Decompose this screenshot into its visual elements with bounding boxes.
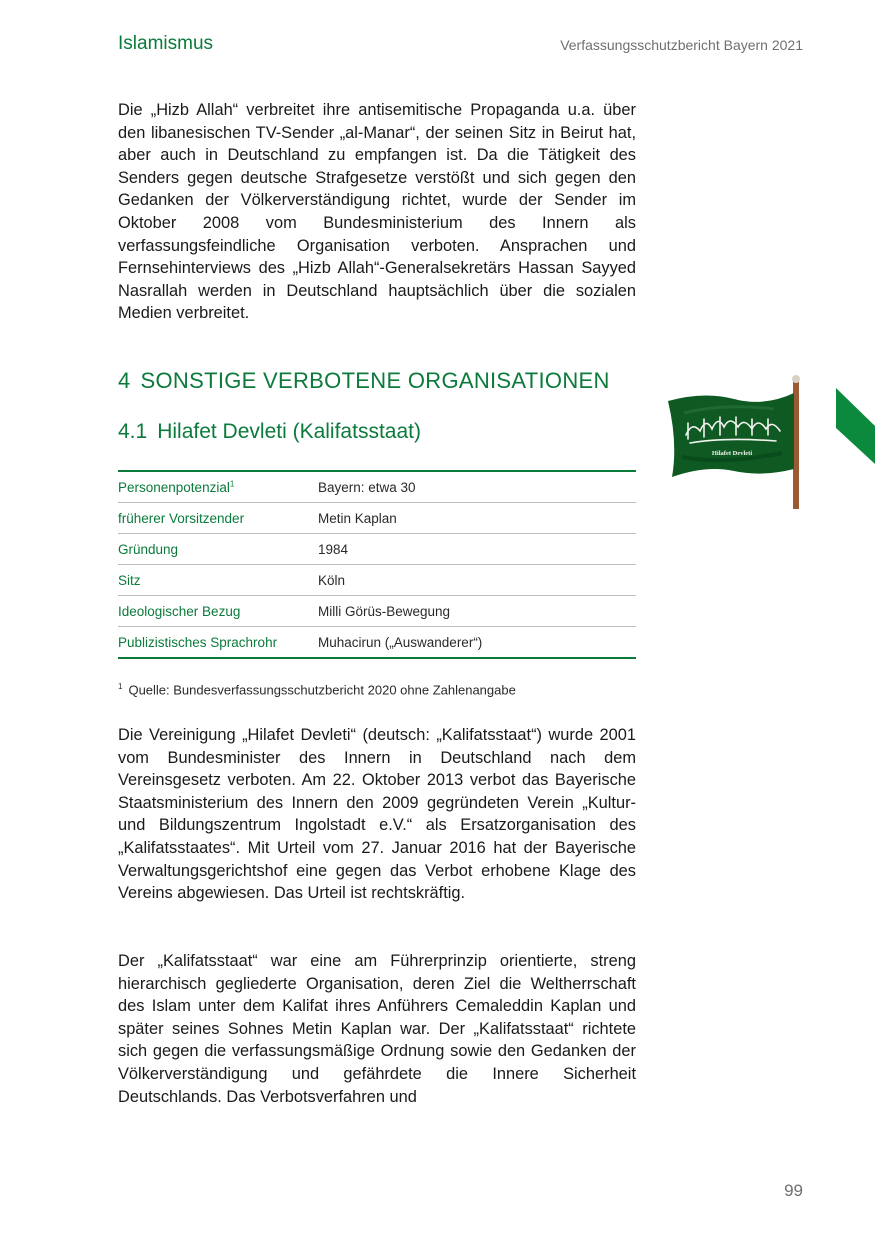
fact-value: 1984: [318, 541, 349, 557]
section-number: 4: [118, 368, 131, 393]
chapter-tab-marker: [836, 388, 875, 464]
fact-row: [118, 565, 636, 596]
fact-value: Milli Görüs-Bewegung: [318, 603, 451, 619]
header-report-title: Verfassungsschutzbericht Bayern 2021: [560, 37, 803, 53]
section-title: SONSTIGE VERBOTENE ORGANISATIONEN: [140, 368, 610, 393]
fact-row: [118, 534, 636, 565]
subsection-title: Hilafet Devleti (Kalifatsstaat): [157, 420, 421, 443]
subsection-heading: [118, 420, 421, 444]
facts-table: [118, 470, 636, 659]
fact-value: Bayern: etwa 30: [318, 479, 416, 495]
fact-label: Publizistisches Sprachrohr: [118, 634, 278, 650]
body-paragraph-3: Der „Kalifatsstaat“ war eine am Führerprinzip orientierte, streng hierarchisch gegliederte Organisation, deren Ziel die Weltherrschaft des Islam unter dem Kalifat ihres Anführers Cemaleddin Kaplan und später seines Sohnes Metin Kaplan war. Der „Kalifatsstaat“ richtete sich gegen die verfassungsmäßige Ordnung sowie den Gedanken der Völkerverständigung und gefährdete die Innere Sicherheit Deutschlands. Das Verbotsverfahren und: [118, 952, 636, 1106]
flag-pole-finial: [792, 375, 800, 383]
subsection-number: 4.1: [118, 420, 148, 443]
fact-label: Sitz: [118, 572, 141, 588]
fact-row: [118, 596, 636, 627]
header-section-title: Islamismus: [118, 33, 214, 54]
footnote-text: Quelle: Bundesverfassungsschutzbericht 2020 ohne Zahlenangabe: [128, 682, 516, 698]
body-paragraph-2: Die Vereinigung „Hilafet Devleti“ (deutsch: „Kalifatsstaat“) wurde 2001 vom Bundesminister des Innern in Deutschland nach dem Vereinsgesetz verboten. Am 22. Oktober 2013 verbot das Bayerische Staatsministerium des Innern den 2009 gegründeten Verein „Kultur- und Bildungszentrum Ingolstadt e.V.“ als Ersatzorganisation des „Kalifatsstaates“. Mit Urteil vom 27. Januar 2016 hat der Bayerische Verwaltungsgerichtshof eine gegen das Verbot erhobene Klage des Vereins abgewiesen. Das Urteil ist rechtskräftig.: [118, 726, 636, 903]
fact-value: Metin Kaplan: [318, 510, 397, 526]
page-number: 99: [784, 1181, 803, 1200]
fact-value: Muhacirun („Auswanderer“): [318, 634, 483, 650]
fact-row: [118, 627, 636, 657]
fact-label: Gründung: [118, 541, 179, 557]
flag-caption: Hilafet Devleti: [711, 450, 753, 457]
kalifatsstaat-flag-image: [664, 373, 809, 509]
footnote: [118, 682, 516, 697]
section-heading: [118, 368, 610, 394]
fact-label: früherer Vorsitzender: [118, 510, 245, 526]
fact-row: [118, 503, 636, 534]
intro-paragraph: Die „Hizb Allah“ verbreitet ihre antisemitische Propaganda u.a. über den libanesischen TV-Sender „al-Manar“, der seinen Sitz in Beirut hat, aber auch in Deutschland zu empfangen ist. Da die Tätigkeit des Senders gegen deutsche Strafgesetze verstößt und sich gegen den Gedanken der Völkerverständigung richtet, wurde der Sender im Oktober 2008 vom Bundesministerium des Innern als verfassungsfeindliche Organisation verboten. Ansprachen und Fernsehinterviews des „Hizb Allah“-Generalsekretärs Hassan Sayyed Nasrallah werden in Deutschland hauptsächlich über die sozialen Medien verbreitet.: [118, 101, 636, 323]
footnote-marker: 1: [229, 479, 235, 488]
fact-label: Personenpotenzial$^1$: [118, 479, 235, 495]
fact-value: Köln: [318, 572, 346, 588]
fact-row: [118, 472, 636, 503]
footnote-number: 1: [118, 682, 123, 691]
fact-label: Ideologischer Bezug: [118, 603, 241, 619]
